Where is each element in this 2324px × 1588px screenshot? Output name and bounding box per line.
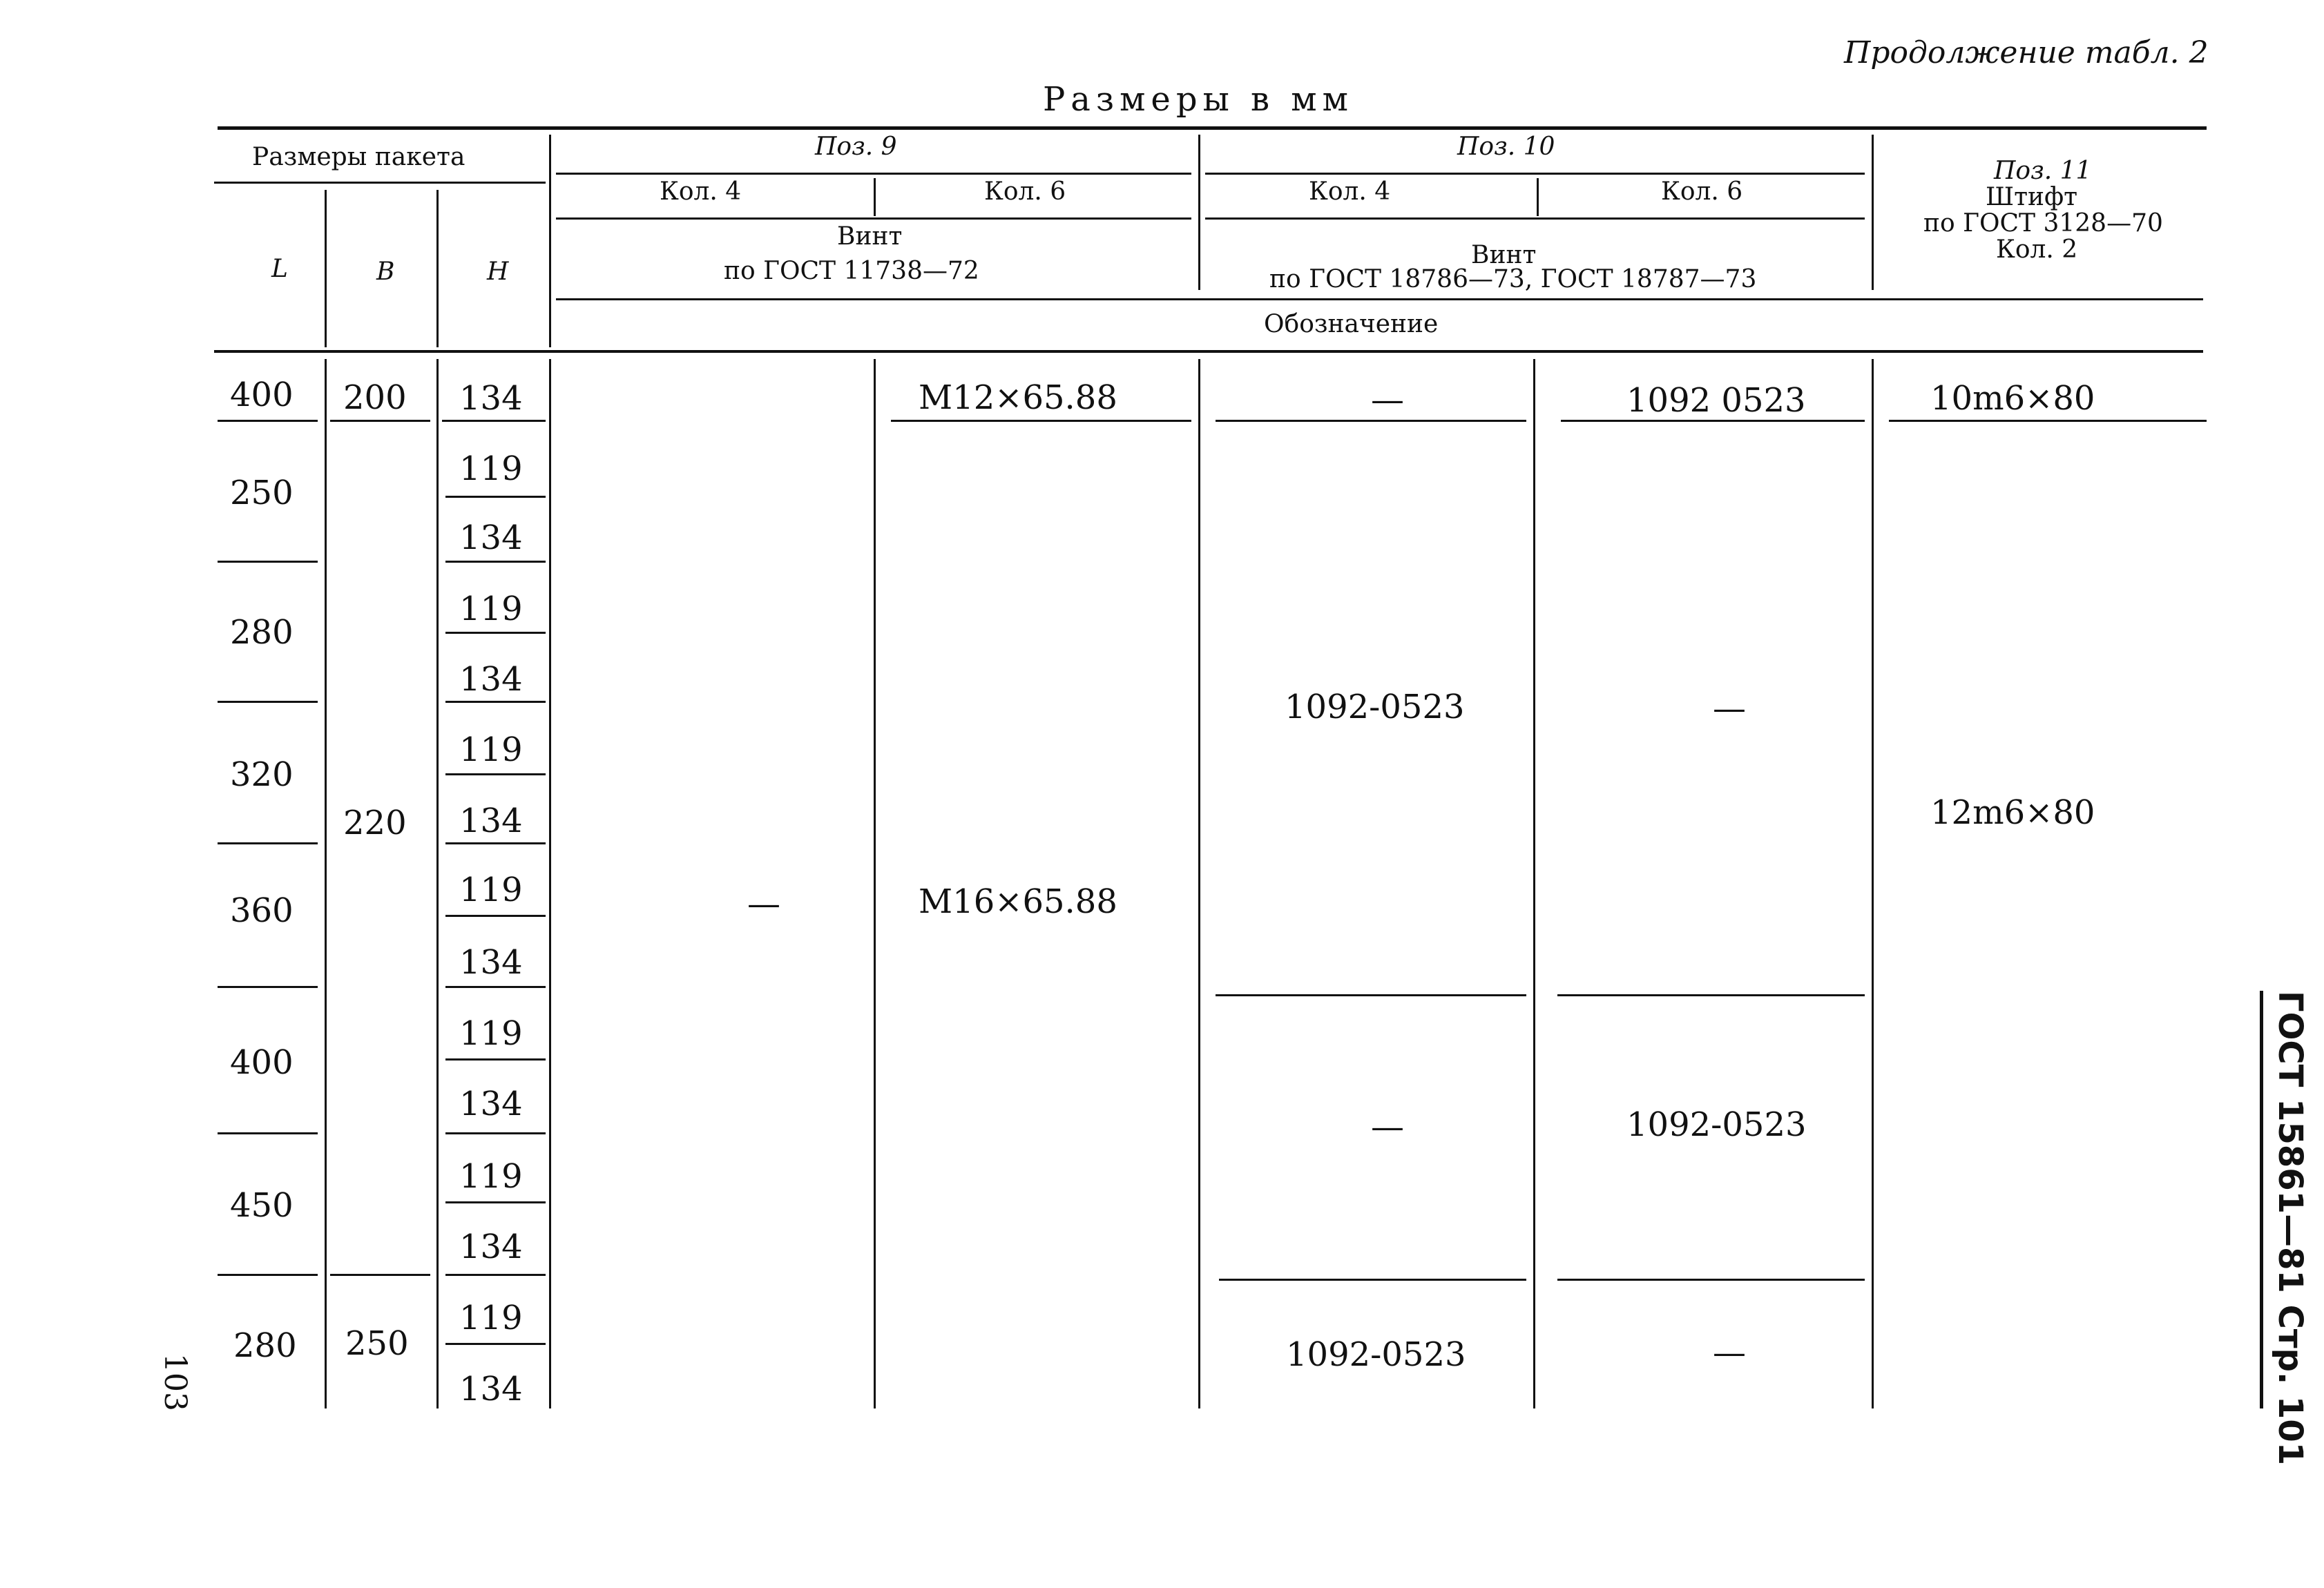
row-rule bbox=[1216, 420, 1526, 422]
pos9-qty6-header: Кол. 6 bbox=[984, 177, 1066, 206]
H-value: 119 bbox=[459, 730, 523, 769]
pos11-row1: 10m6×80 bbox=[1930, 379, 2095, 418]
H-value: 134 bbox=[459, 1228, 523, 1266]
L-value: 250 bbox=[230, 474, 294, 512]
pos9-kol4-dash: — bbox=[747, 884, 780, 923]
column-B-header: B bbox=[376, 258, 395, 286]
row-rule bbox=[445, 986, 546, 988]
pos11-header: Поз. 11 bbox=[1994, 157, 2092, 185]
H-value: 134 bbox=[459, 802, 523, 840]
header-rule-pos9-screw bbox=[556, 217, 1191, 220]
pos11-gost: по ГОСТ 3128—70 bbox=[1923, 209, 2163, 238]
pos11-main: 12m6×80 bbox=[1930, 793, 2095, 832]
header-vline-B-H bbox=[436, 190, 439, 347]
header-vline-pos10-kol bbox=[1537, 178, 1539, 216]
pos10-kol4-group3: — bbox=[1371, 1107, 1404, 1146]
body-vline-pos10-pos11 bbox=[1872, 359, 1874, 1408]
row-rule bbox=[1219, 1279, 1526, 1281]
header-rule-package bbox=[214, 182, 546, 184]
H-value: 119 bbox=[459, 871, 523, 909]
row-rule bbox=[445, 915, 546, 917]
row-rule bbox=[218, 986, 318, 988]
row-rule bbox=[445, 1343, 546, 1345]
H-value: 119 bbox=[459, 449, 523, 488]
row-rule bbox=[1889, 420, 2207, 422]
pos10-kol4-group4: 1092-0523 bbox=[1286, 1335, 1466, 1374]
body-vline-pos9-kol bbox=[874, 359, 876, 1408]
pos10-screw-gost: по ГОСТ 18786—73, ГОСТ 18787—73 bbox=[1269, 265, 1757, 293]
pos9-screw-gost: по ГОСТ 11738—72 bbox=[724, 257, 979, 285]
header-bottom-rule bbox=[214, 350, 2203, 353]
row-rule bbox=[218, 561, 318, 563]
row-rule bbox=[445, 842, 546, 844]
pos10-kol4-row1: — bbox=[1371, 380, 1404, 419]
row-rule bbox=[218, 842, 318, 844]
page-number-left: 103 bbox=[157, 1353, 193, 1411]
body-vline-B-H bbox=[436, 359, 439, 1408]
top-thick-rule bbox=[218, 126, 2207, 130]
row-rule bbox=[445, 1132, 546, 1134]
H-value: 119 bbox=[459, 1014, 523, 1053]
row-rule bbox=[445, 773, 546, 775]
column-H-header: H bbox=[487, 258, 509, 286]
pos11-qty: Кол. 2 bbox=[1996, 235, 2078, 264]
H-value: 134 bbox=[459, 660, 523, 699]
row-rule bbox=[445, 701, 546, 703]
pos9-qty4-header: Кол. 4 bbox=[660, 177, 742, 206]
pos10-kol6-row1: 1092 0523 bbox=[1626, 381, 1806, 420]
row-rule bbox=[445, 632, 546, 634]
header-rule-pos9-kol bbox=[556, 173, 1191, 175]
body-vline-L-B bbox=[325, 359, 327, 1408]
L-value: 400 bbox=[230, 376, 294, 414]
H-value: 119 bbox=[459, 1299, 523, 1337]
side-document-label: ГОСТ 15861—81 Стр. 101 bbox=[2271, 991, 2309, 1466]
L-value: 360 bbox=[230, 891, 294, 930]
row-rule bbox=[218, 1132, 318, 1134]
header-vline-pos9-kol bbox=[874, 178, 876, 216]
row-rule bbox=[218, 420, 318, 422]
H-value: 119 bbox=[459, 590, 523, 628]
L-value: 280 bbox=[233, 1326, 297, 1365]
B-value: 250 bbox=[345, 1324, 409, 1363]
header-vline-pos9-pos10 bbox=[1198, 135, 1200, 290]
row-rule bbox=[445, 1274, 546, 1276]
L-value: 320 bbox=[230, 755, 294, 794]
pos9-kol6-row1: M12×65.88 bbox=[919, 378, 1117, 417]
row-rule bbox=[1557, 1279, 1865, 1281]
header-rule-pos10-screw bbox=[1205, 217, 1865, 220]
pos10-qty6-header: Кол. 6 bbox=[1661, 177, 1743, 206]
pos9-kol6-main: M16×65.88 bbox=[919, 882, 1117, 921]
row-rule bbox=[891, 420, 1191, 422]
pos11-pin-label: Штифт bbox=[1986, 183, 2078, 211]
pos10-kol6-group3: 1092-0523 bbox=[1626, 1105, 1807, 1144]
row-rule bbox=[330, 1274, 430, 1276]
table-title: Размеры в мм bbox=[1043, 80, 1354, 119]
header-rule-pos10-kol bbox=[1205, 173, 1865, 175]
column-L-header: L bbox=[271, 255, 288, 283]
header-vline-L-B bbox=[325, 190, 327, 347]
pos10-screw-label: Винт bbox=[1471, 241, 1537, 269]
H-value: 119 bbox=[459, 1157, 523, 1196]
B-value: 220 bbox=[343, 804, 407, 842]
row-rule bbox=[445, 561, 546, 563]
H-value: 134 bbox=[459, 379, 523, 418]
H-value: 134 bbox=[459, 1085, 523, 1123]
table-continuation-caption: Продолжение табл. 2 bbox=[1844, 35, 2209, 70]
pos10-header: Поз. 10 bbox=[1457, 133, 1555, 161]
body-vline-pos10-kol bbox=[1533, 359, 1535, 1408]
H-value: 134 bbox=[459, 519, 523, 557]
L-value: 280 bbox=[230, 613, 294, 652]
H-value: 134 bbox=[459, 1370, 523, 1408]
row-rule bbox=[445, 1201, 546, 1203]
header-vline-package-pos9 bbox=[549, 135, 551, 347]
header-vline-pos10-pos11 bbox=[1872, 135, 1874, 290]
row-rule bbox=[330, 420, 430, 422]
pos9-screw-label: Винт bbox=[837, 222, 903, 251]
pos10-qty4-header: Кол. 4 bbox=[1309, 177, 1391, 206]
L-value: 450 bbox=[230, 1186, 294, 1225]
designation-header: Обозначение bbox=[1264, 310, 1439, 338]
L-value: 400 bbox=[230, 1043, 294, 1082]
header-rule-designation bbox=[556, 298, 2203, 300]
pos10-kol6-group4: — bbox=[1713, 1333, 1746, 1372]
row-rule bbox=[1216, 994, 1526, 996]
body-vline-pos9-pos10 bbox=[1198, 359, 1200, 1408]
body-vline-H-pos9 bbox=[549, 359, 551, 1408]
B-value: 200 bbox=[343, 378, 407, 417]
side-label-rule bbox=[2260, 991, 2263, 1408]
pos9-header: Поз. 9 bbox=[815, 133, 897, 161]
row-rule bbox=[218, 701, 318, 703]
row-rule bbox=[1561, 420, 1865, 422]
pos10-kol6-group2: — bbox=[1713, 689, 1746, 728]
row-rule bbox=[442, 420, 546, 422]
H-value: 134 bbox=[459, 943, 523, 982]
row-rule bbox=[1557, 994, 1865, 996]
package-dimensions-header: Размеры пакета bbox=[252, 143, 465, 171]
pos10-kol4-group2: 1092-0523 bbox=[1285, 688, 1465, 726]
row-rule bbox=[445, 496, 546, 498]
row-rule bbox=[445, 1058, 546, 1061]
row-rule bbox=[218, 1274, 318, 1276]
